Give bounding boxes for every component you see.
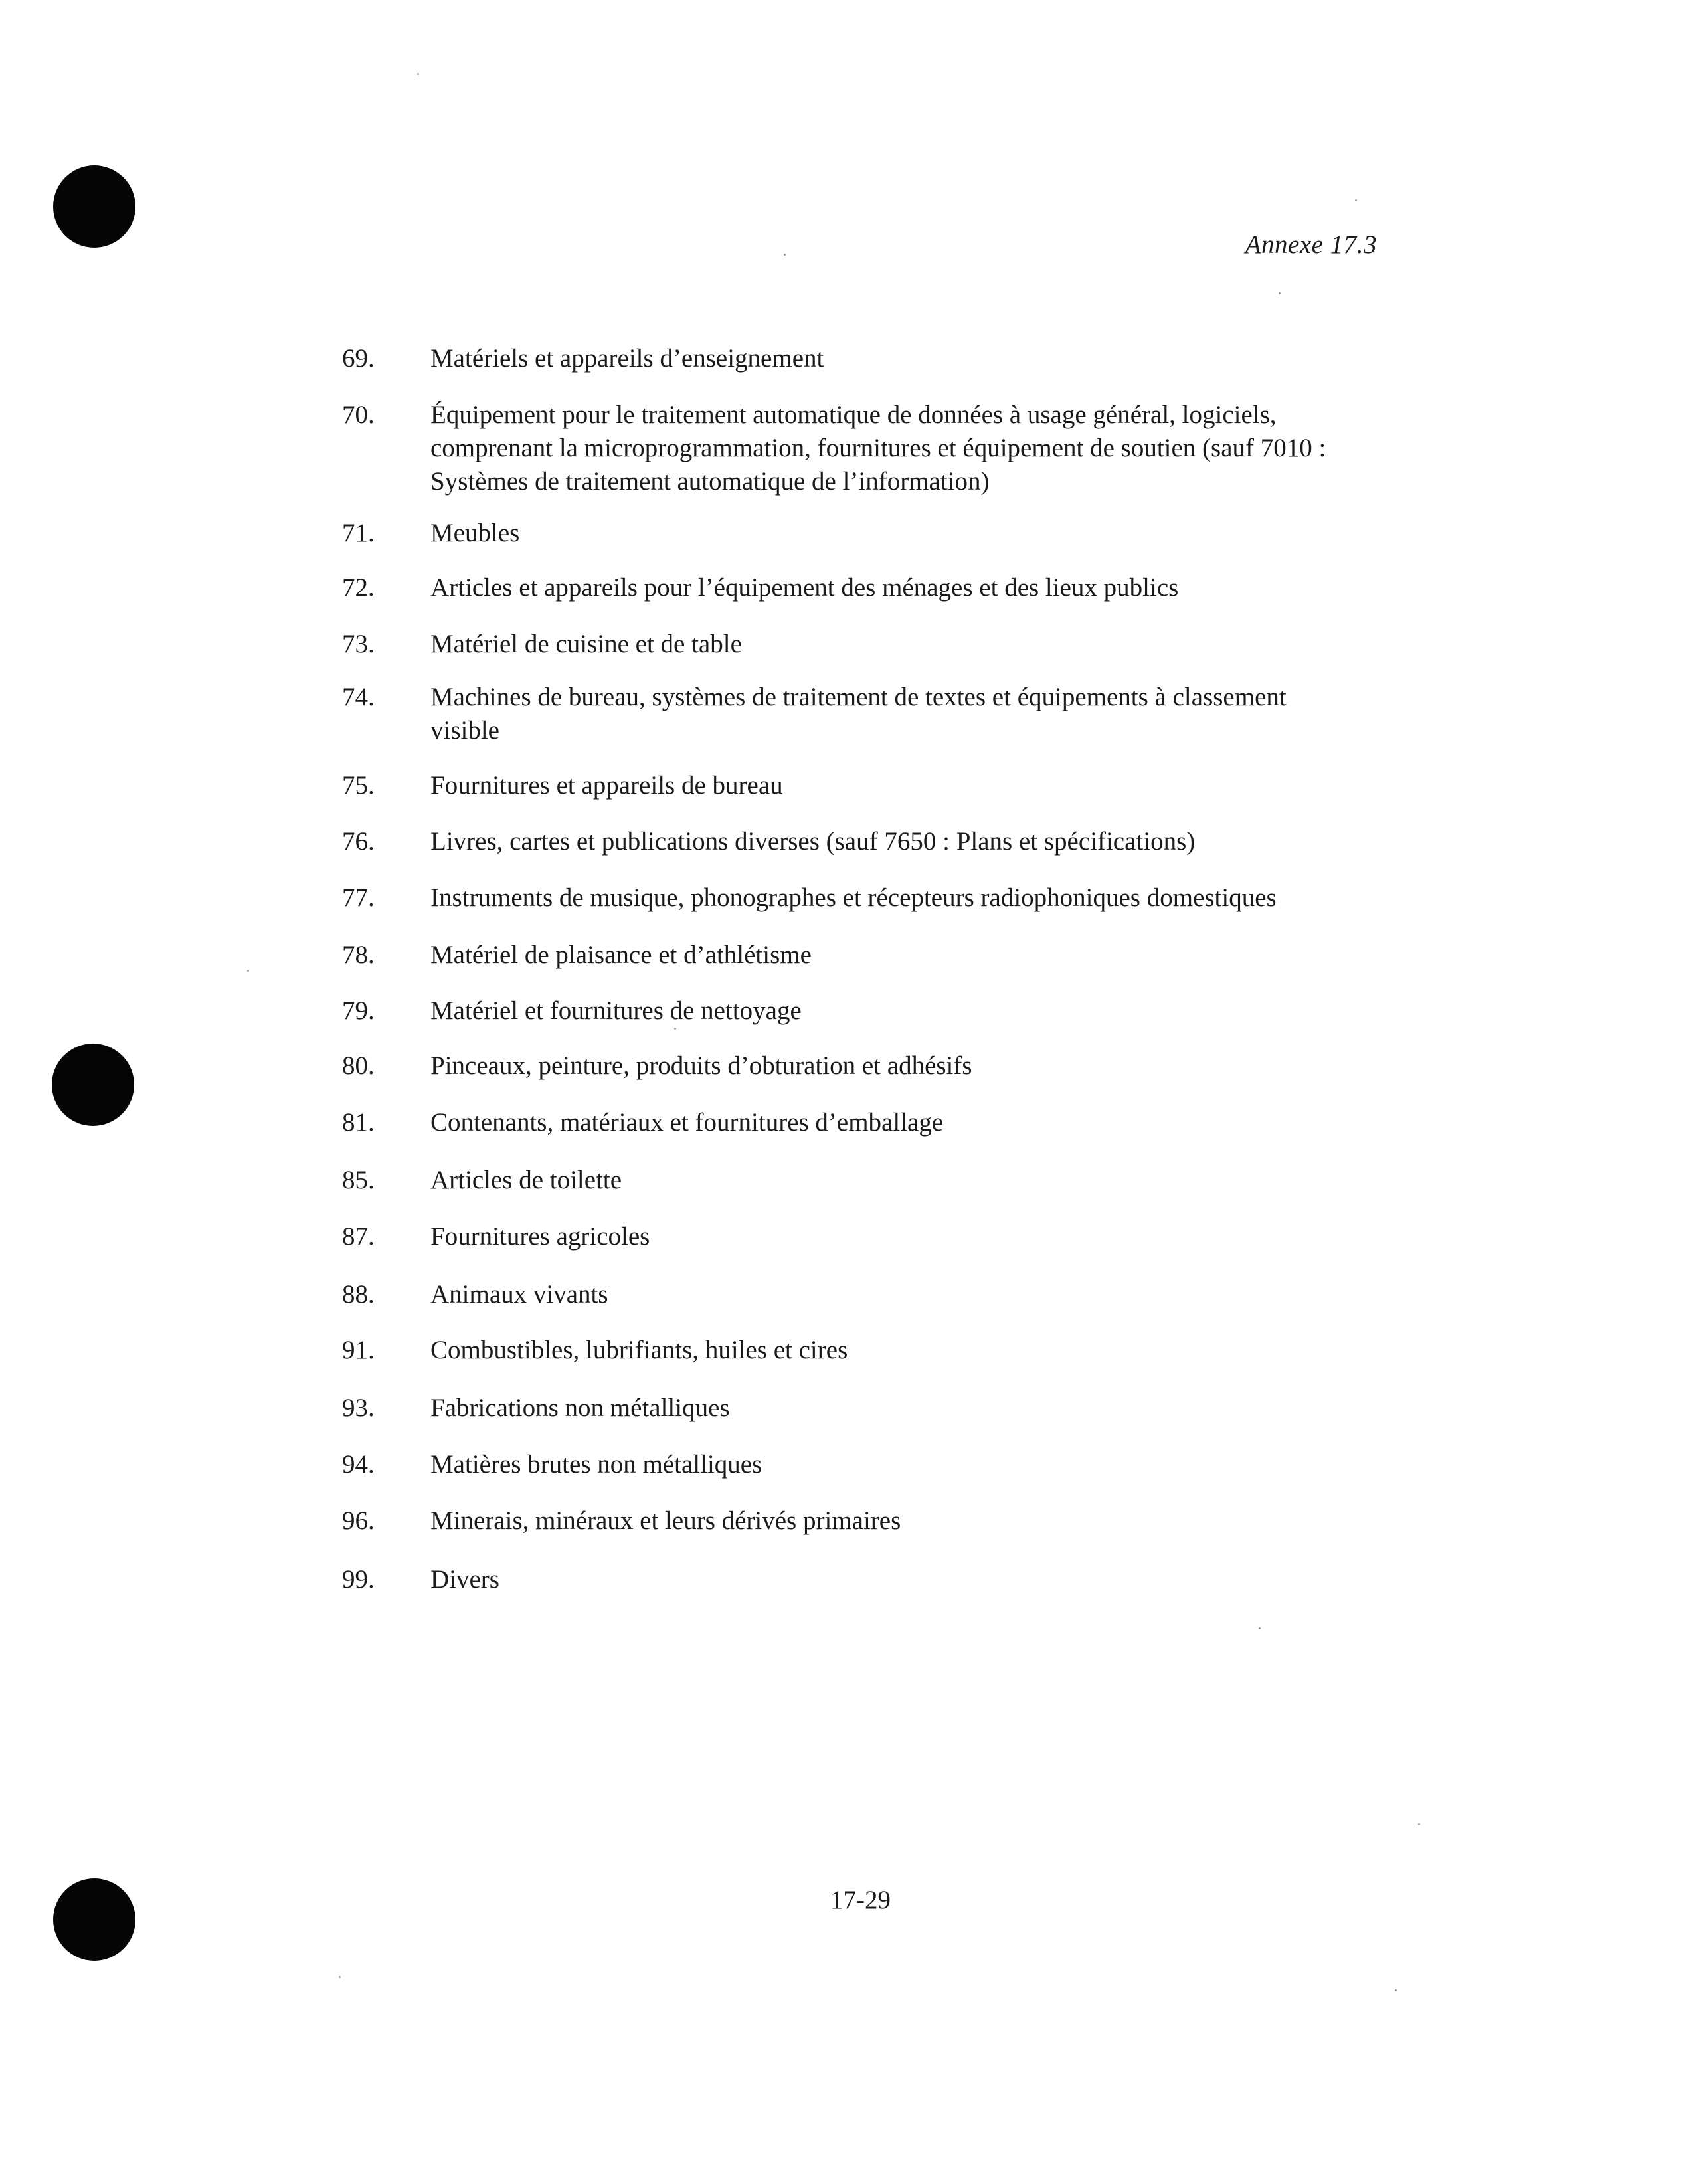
page-number: 17-29 — [830, 1886, 891, 1914]
item-number: 99. — [342, 1565, 375, 1593]
item-number: 93. — [342, 1394, 375, 1422]
item-text: Matières brutes non métalliques — [430, 1450, 762, 1479]
item-text: Divers — [430, 1565, 499, 1593]
item-text: Contenants, matériaux et fournitures d’emballage — [430, 1108, 944, 1137]
item-number: 72. — [342, 573, 375, 602]
item-text: Équipement pour le traitement automatique de données à usage général, logiciels, comprenant la microprogrammation, fournitures et équipement de soutien (sauf 7010 : Systèmes de traitement automatique de l’information) — [430, 401, 1326, 496]
scan-speck — [784, 254, 786, 256]
item-text: Minerais, minéraux et leurs dérivés primaires — [430, 1506, 901, 1535]
item-number: 79. — [342, 996, 375, 1025]
scan-speck — [339, 1976, 341, 1978]
item-text: Matériel et fournitures de nettoyage — [430, 996, 802, 1025]
item-number: 81. — [342, 1108, 375, 1137]
item-text: Fournitures agricoles — [430, 1222, 650, 1251]
item-number: 94. — [342, 1450, 375, 1479]
item-number: 76. — [342, 827, 375, 856]
item-number: 88. — [342, 1280, 375, 1309]
item-number: 77. — [342, 883, 375, 912]
item-text: Matériel de cuisine et de table — [430, 630, 742, 658]
annex-label: Annexe 17.3 — [1245, 230, 1377, 259]
item-text: Articles de toilette — [430, 1166, 622, 1194]
scan-speck — [1279, 292, 1281, 294]
item-text: Fournitures et appareils de bureau — [430, 771, 783, 800]
item-number: 74. — [342, 683, 375, 711]
item-number: 87. — [342, 1222, 375, 1251]
item-text: Matériels et appareils d’enseignement — [430, 344, 824, 373]
scan-speck — [1418, 1823, 1420, 1825]
item-text: Fabrications non métalliques — [430, 1394, 730, 1422]
scan-speck — [1395, 1989, 1397, 1991]
item-text: Meubles — [430, 519, 520, 547]
scan-speck — [417, 73, 419, 75]
item-text: Animaux vivants — [430, 1280, 608, 1309]
item-text: Combustibles, lubrifiants, huiles et cires — [430, 1336, 848, 1364]
item-text: Articles et appareils pour l’équipement des ménages et des lieux publics — [430, 573, 1179, 602]
item-number: 73. — [342, 630, 375, 658]
item-number: 69. — [342, 344, 375, 373]
item-number: 71. — [342, 519, 375, 547]
item-text: Livres, cartes et publications diverses (sauf 7650 : Plans et spécifications) — [430, 827, 1196, 856]
item-number: 75. — [342, 771, 375, 800]
item-text: Instruments de musique, phonographes et récepteurs radiophoniques domestiques — [430, 883, 1277, 912]
item-text: Machines de bureau, systèmes de traitement de textes et équipements à classement visible — [430, 683, 1287, 745]
item-text: Matériel de plaisance et d’athlétisme — [430, 941, 812, 969]
item-text: Pinceaux, peinture, produits d’obturation et adhésifs — [430, 1051, 972, 1080]
item-number: 85. — [342, 1166, 375, 1194]
item-number: 78. — [342, 941, 375, 969]
scan-speck — [1355, 199, 1357, 201]
item-number: 91. — [342, 1336, 375, 1364]
item-number: 80. — [342, 1051, 375, 1080]
scan-speck — [1259, 1627, 1261, 1629]
item-number: 70. — [342, 401, 375, 429]
item-number: 96. — [342, 1506, 375, 1535]
scan-speck — [247, 970, 249, 972]
scan-speck — [674, 1028, 676, 1030]
